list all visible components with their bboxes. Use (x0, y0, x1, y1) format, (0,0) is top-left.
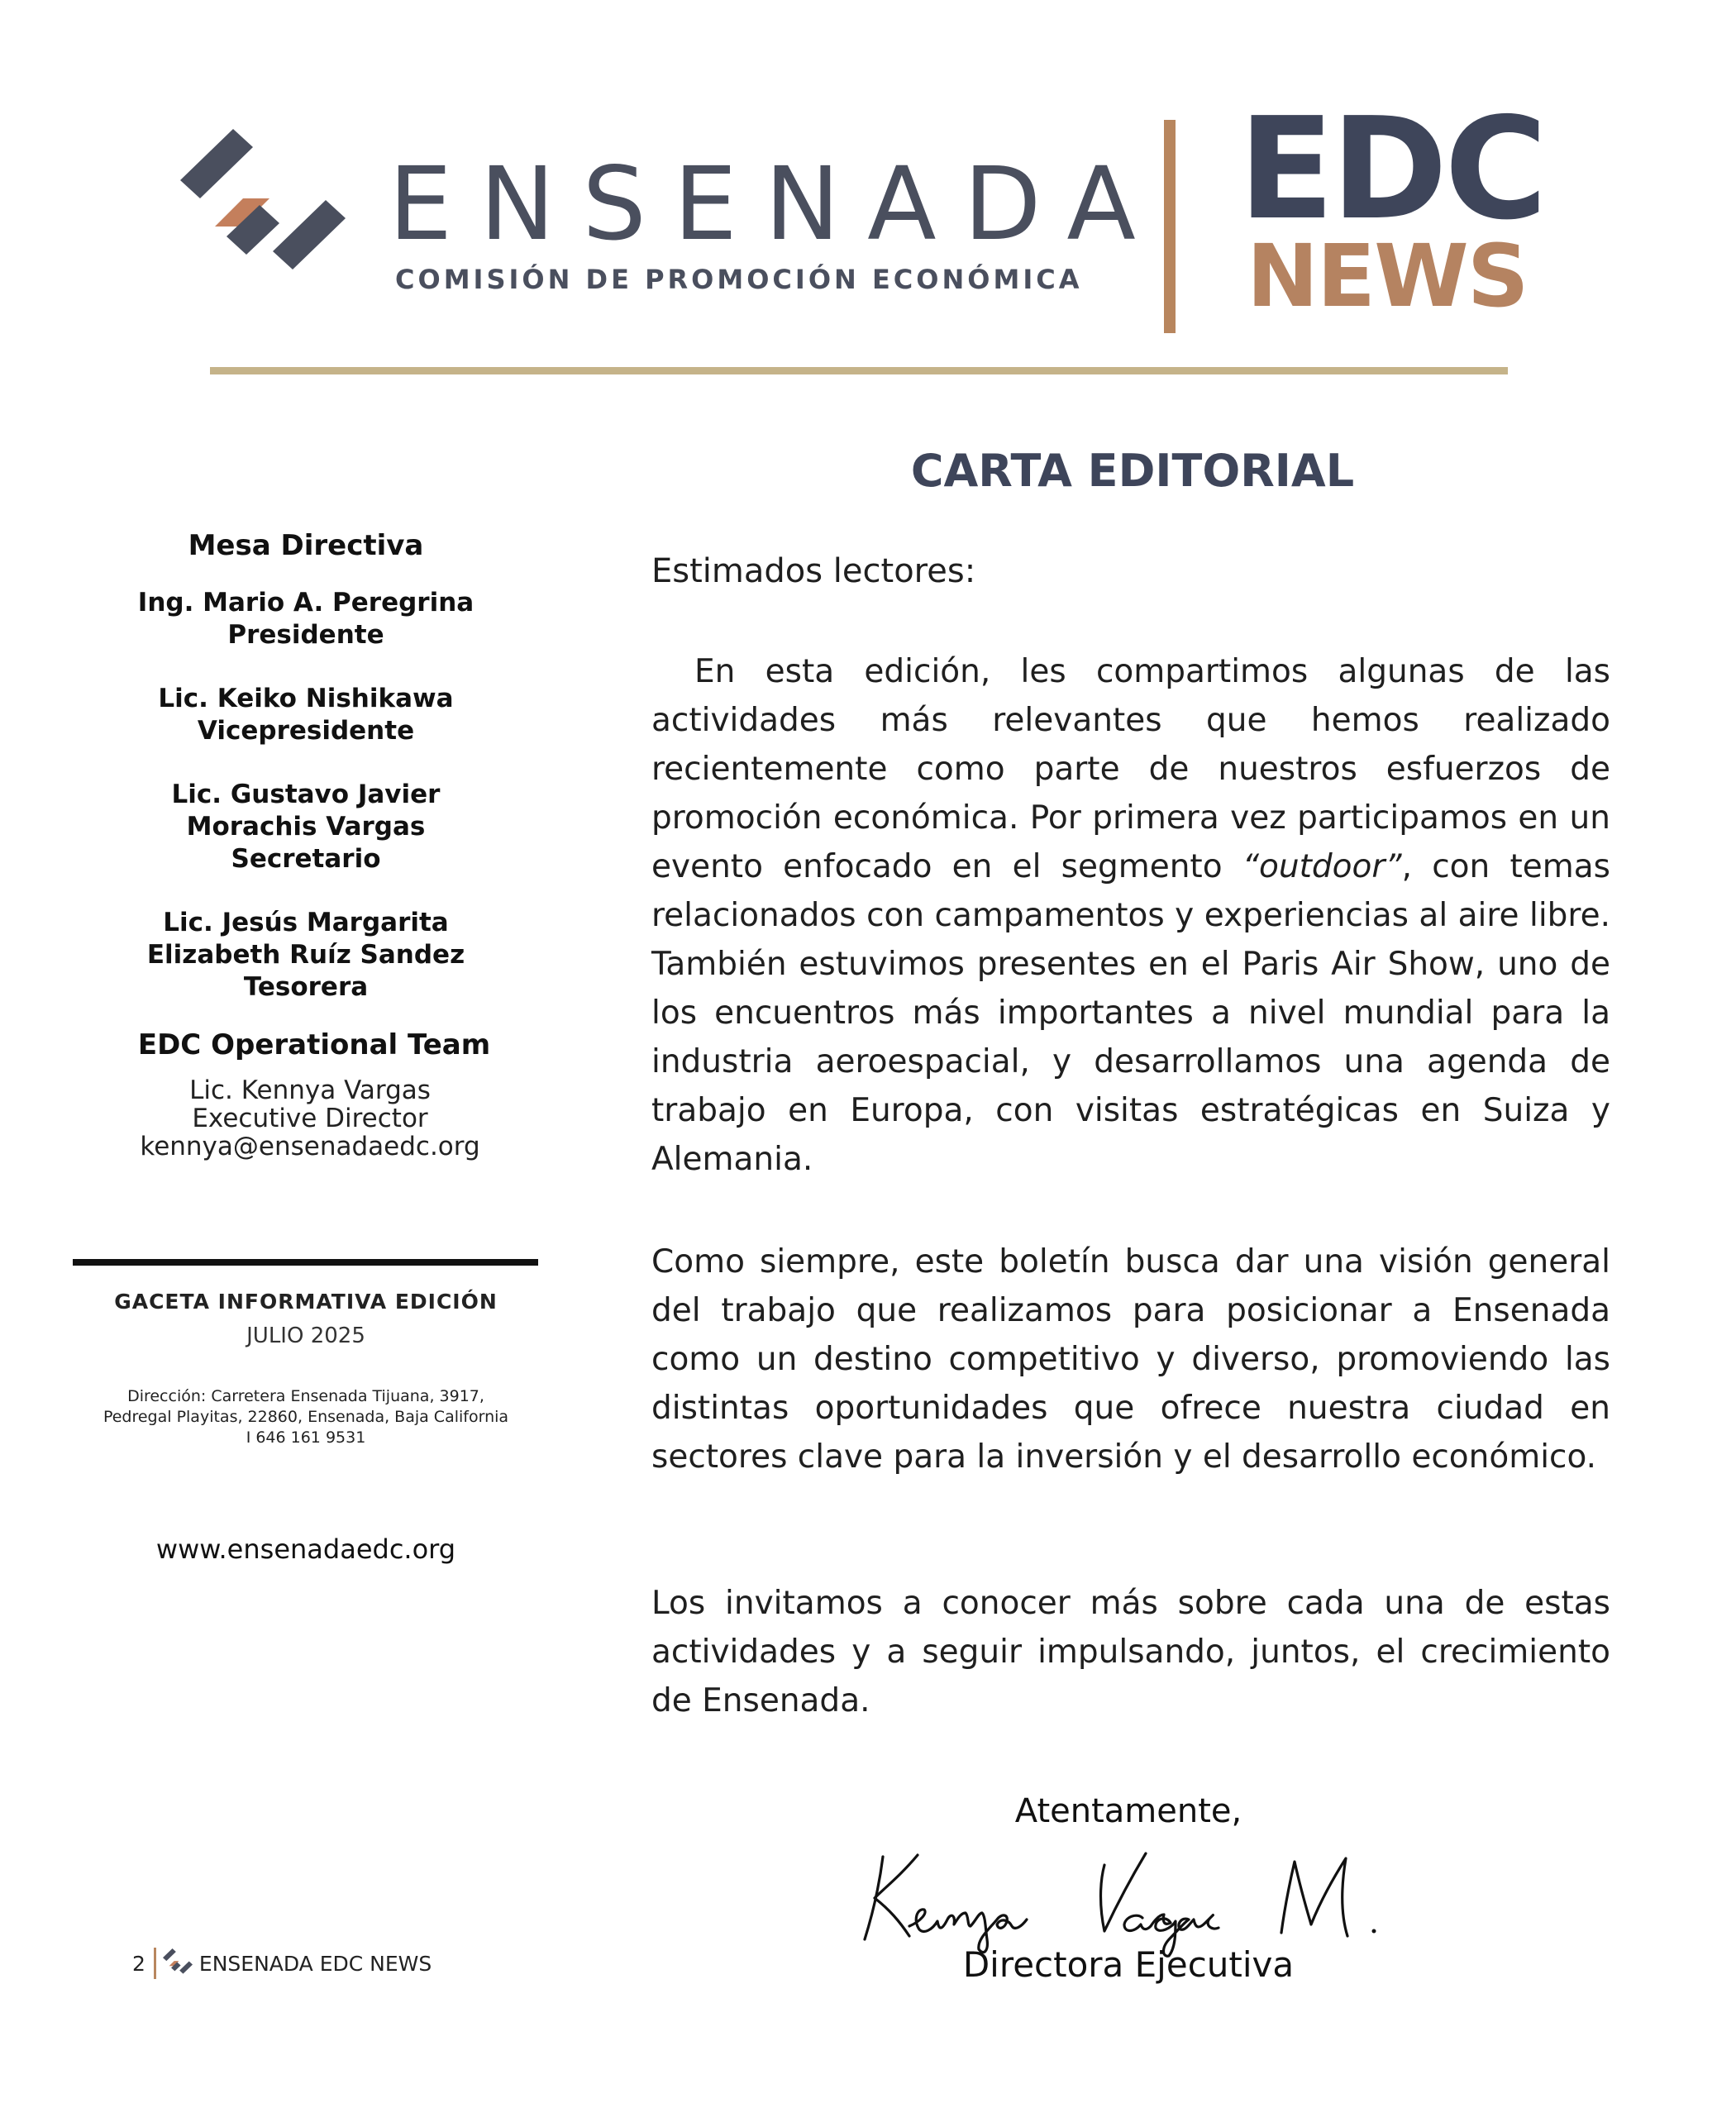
member-role: Secretario (231, 844, 381, 874)
website-link[interactable]: www.ensenadaedc.org (155, 1533, 456, 1565)
closing-salutation: Atentamente, (1014, 1792, 1242, 1830)
board-member (74, 779, 537, 875)
edition-title: GACETA INFORMATIVA EDICIÓN (114, 1290, 498, 1314)
board-list (74, 587, 537, 1004)
board-member (74, 907, 537, 1004)
address: Dirección: Carretera Ensenada Tijuana, 3917, Pedregal Playitas, 22860, Ensenada, Baja California I 646 161 9531 (103, 1387, 509, 1447)
article-paragraph: Los invitamos a conocer más sobre cada una de estas actividades y a seguir impulsando, juntos, el crecimiento de Ensenada. (651, 1585, 1610, 1719)
article-paragraph (651, 647, 1610, 1184)
ops-team-heading: EDC Operational Team (137, 1028, 491, 1061)
edition-info (74, 1290, 537, 1448)
edc-wordmark: EDC (1238, 88, 1545, 251)
page-number: 2 (132, 1951, 145, 1976)
sidebar (74, 529, 537, 1161)
member-role: Vicepresidente (197, 716, 415, 746)
brand-wordmark: ENSENADA (389, 145, 1163, 263)
sidebar-rule (73, 1259, 538, 1266)
edition-date: JULIO 2025 (246, 1323, 365, 1348)
ensenada-logo-mark-icon (163, 1948, 193, 1978)
article-paragraph: Como siempre, este boletín busca dar una visión general del trabajo que realizamos para posicionar a Ensenada como un destino competitivo y diverso, promoviendo las distintas oportunidades que ofrece nuestra ciudad en sectores clave para la inversión y el desarrollo económico. (651, 1243, 1610, 1476)
header-divider (1164, 120, 1176, 333)
paragraph-text: En esta edición, les compartimos algunas de las actividades más relevantes que hemos realizado recientemente como parte de nuestros esfuerzos de promoción económica. Por primera vez participamos en un evento enfocado en el segmento (651, 653, 1610, 885)
board-heading: Mesa Directiva (188, 529, 424, 562)
header-rule (210, 367, 1508, 374)
news-wordmark: NEWS (1247, 226, 1528, 327)
member-name: Lic. Jesús Margarita Elizabeth Ruíz Sandez (146, 908, 465, 970)
handwritten-signature (851, 1834, 1414, 1958)
ops-title: Executive Director (192, 1104, 428, 1133)
member-name: Lic. Gustavo Javier Morachis Vargas (171, 780, 441, 842)
member-name: Ing. Mario A. Peregrina (137, 588, 475, 618)
signer-role: Directora Ejecutiva (962, 1944, 1295, 1985)
paragraph-text: , con temas relacionados con campamentos y experiencias al aire libre. También estuvimos presentes en el Paris Air Show, uno de los encuentros más importantes a nivel mundial para la industria aeroespacial, y desarrollamos una agenda de trabajo en Europa, con visitas estratégicas en Suiza y Alemania. (651, 848, 1610, 1178)
article-greeting: Estimados lectores: (651, 552, 976, 590)
article-title: CARTA EDITORIAL (910, 445, 1355, 497)
page-footer (132, 1947, 432, 1980)
ops-name: Lic. Kennya Vargas (189, 1075, 431, 1105)
member-role: Tesorera (243, 972, 369, 1002)
brand-subtitle: COMISIÓN DE PROMOCIÓN ECONÓMICA (395, 264, 1083, 295)
member-name: Lic. Keiko Nishikawa (158, 684, 454, 713)
ops-team-contact (74, 1076, 537, 1161)
footer-label: ENSENADA EDC NEWS (198, 1951, 432, 1976)
paragraph-emphasis: “outdoor” (1242, 848, 1402, 885)
footer-divider (154, 1948, 156, 1979)
ops-email-link[interactable]: kennya@ensenadaedc.org (140, 1132, 480, 1161)
board-member (74, 683, 537, 747)
board-member (74, 587, 537, 651)
member-role: Presidente (227, 620, 384, 650)
ensenada-logo-mark-icon (180, 129, 346, 294)
